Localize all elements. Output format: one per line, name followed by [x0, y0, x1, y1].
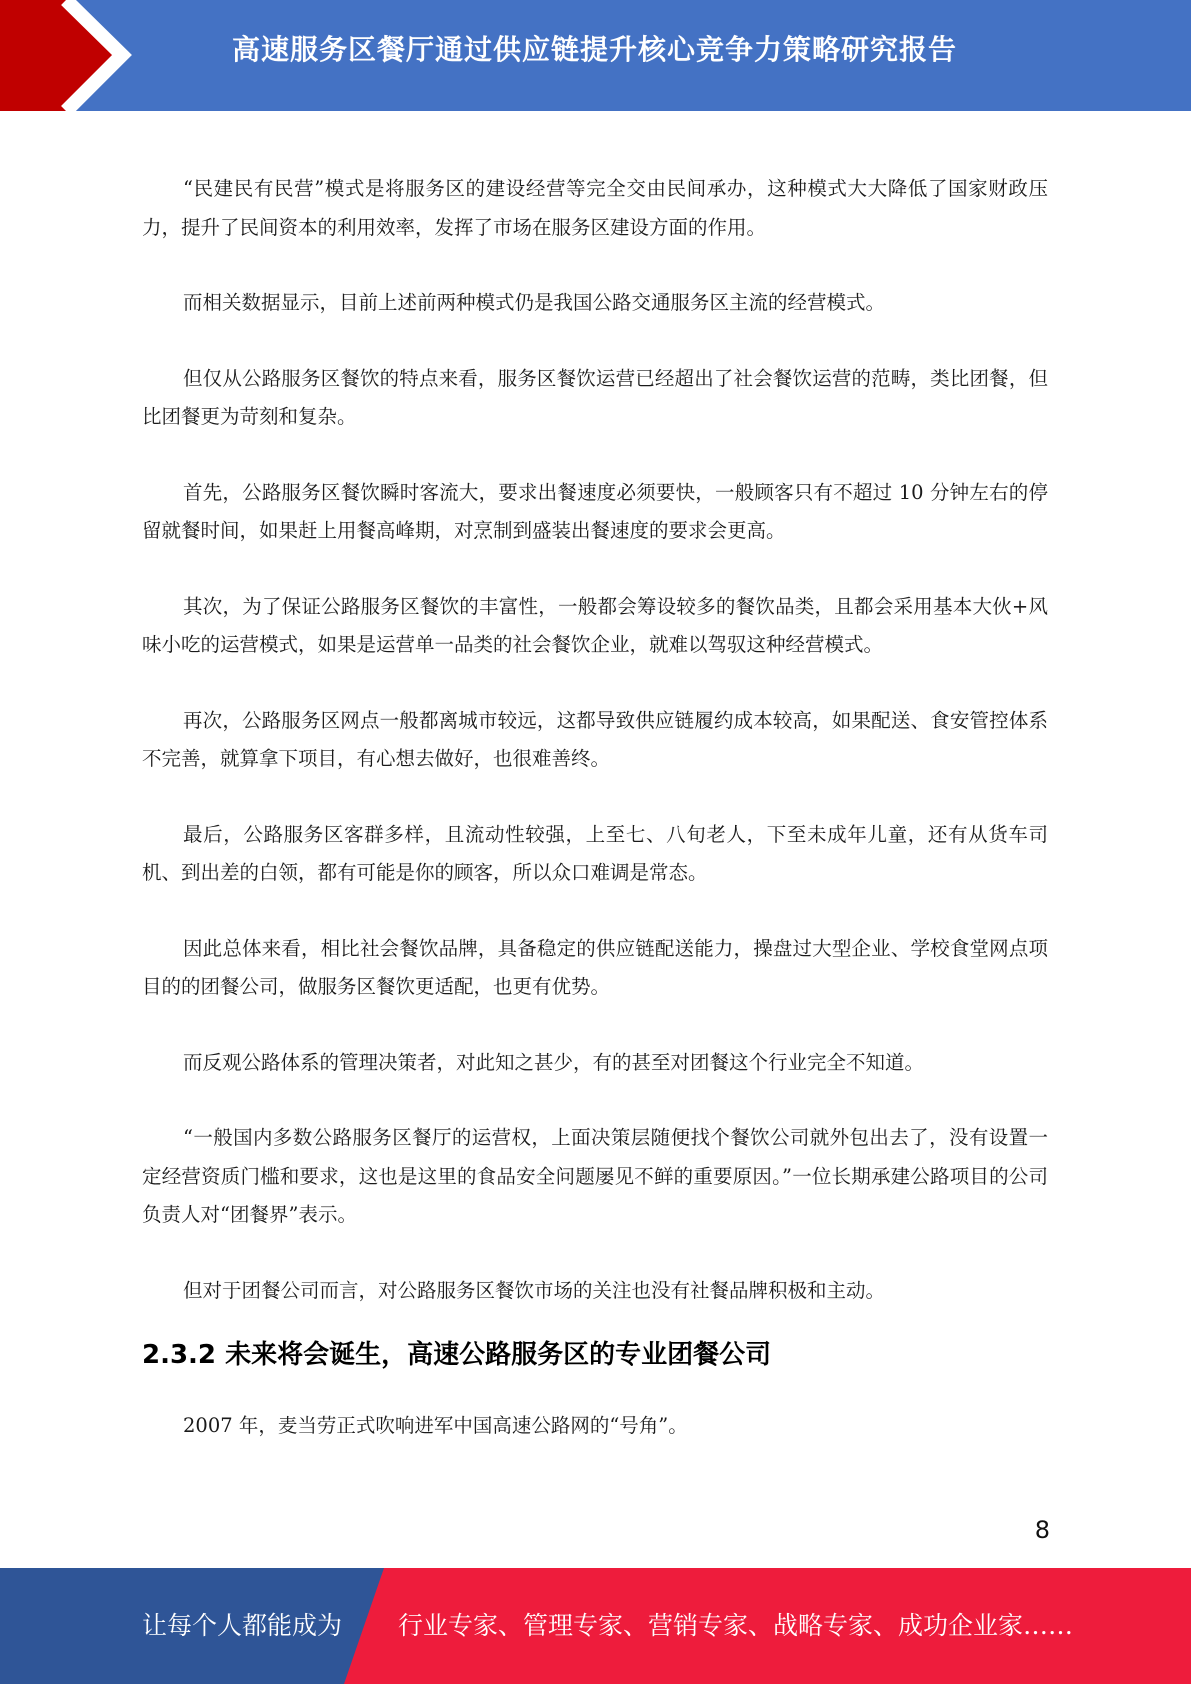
footer-slogan-left: 让每个人都能成为	[142, 1611, 343, 1640]
section-heading: 2.3.2 未来将会诞生，高速公路服务区的专业团餐公司	[142, 1340, 772, 1370]
header-arrow-decoration	[0, 0, 160, 111]
paragraph-10: “一般国内多数公路服务区餐厅的运营权，上面决策层随便找个餐饮公司就外包出去了，没有设置一定经营资质门槛和要求，这也是这里的食品安全问题屡见不鲜的重要原因。”一位长期承建公路项目的公司负责人对“团餐界”表示。	[142, 1126, 1048, 1226]
paragraph-2: 而相关数据显示，目前上述前两种模式仍是我国公路交通服务区主流的经营模式。	[183, 291, 886, 314]
paragraph-11: 但对于团餐公司而言，对公路服务区餐饮市场的关注也没有社餐品牌积极和主动。	[183, 1278, 886, 1302]
paragraph-4: 首先，公路服务区餐饮瞬时客流大，要求出餐速度必须要快，一般顾客只有不超过 10 分钟左右的停留就餐时间，如果赶上用餐高峰期，对烹制到盛装出餐速度的要求会更高。	[142, 480, 1048, 542]
paragraph-8: 因此总体来看，相比社会餐饮品牌，具备稳定的供应链配送能力，操盘过大型企业、学校食堂网点项目的的团餐公司，做服务区餐饮更适配，也更有优势。	[142, 936, 1048, 998]
paragraph-3: 但仅从公路服务区餐饮的特点来看，服务区餐饮运营已经超出了社会餐饮运营的范畴，类比团餐，但比团餐更为苛刻和复杂。	[142, 366, 1048, 428]
document-body	[142, 170, 1048, 1483]
paragraph-5: 其次，为了保证公路服务区餐饮的丰富性，一般都会筹设较多的餐饮品类，且都会采用基本大伙+风味小吃的运营模式，如果是运营单一品类的社会餐饮企业，就难以驾驭这种经营模式。	[142, 594, 1048, 656]
paragraph-6: 再次，公路服务区网点一般都离城市较远，这都导致供应链履约成本较高，如果配送、食安管控体系不完善，就算拿下项目，有心想去做好，也很难善终。	[142, 708, 1048, 770]
paragraph-9: 而反观公路体系的管理决策者，对此知之甚少，有的甚至对团餐这个行业完全不知道。	[183, 1050, 925, 1074]
page-number: 8	[1034, 1516, 1050, 1544]
report-title: 高速服务区餐厅通过供应链提升核心竞争力策略研究报告	[232, 33, 958, 66]
section-paragraph-1: 2007 年，麦当劳正式吹响进军中国高速公路网的“号角”。	[183, 1414, 688, 1437]
paragraph-1: “民建民有民营”模式是将服务区的建设经营等完全交由民间承办，这种模式大大降低了国家财政压力，提升了民间资本的利用效率，发挥了市场在服务区建设方面的作用。	[142, 177, 1048, 239]
paragraph-7: 最后，公路服务区客群多样，且流动性较强，上至七、八旬老人，下至未成年儿童，还有从货车司机、到出差的白领，都有可能是你的顾客，所以众口难调是常态。	[142, 822, 1048, 884]
page-header	[0, 0, 1191, 111]
page-footer	[0, 1568, 1191, 1684]
footer-slogan-right: 行业专家、管理专家、营销专家、战略专家、成功企业家……	[398, 1611, 1074, 1640]
